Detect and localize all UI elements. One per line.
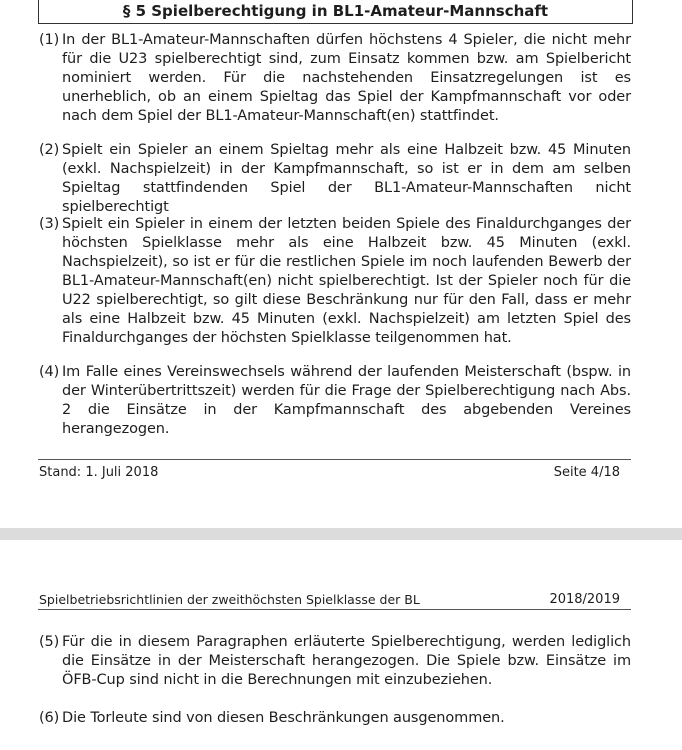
paragraph-2 — [39, 141, 631, 217]
header-document-title: Spielbetriebsrichtlinien der zweithöchsten Spielklasse der BL — [39, 592, 420, 607]
header-season: 2018/2019 — [549, 592, 620, 607]
paragraph-text: Für die in diesem Paragraphen erläuterte Spielberechtigung, werden lediglich die Einsätze in der Meisterschaft herangezogen. Die Spiele bzw. Einsätze im ÖFB-Cup sind nicht in die Berechnungen mit einzubeziehen. — [62, 634, 631, 688]
paragraph-number: (6) — [39, 710, 60, 726]
header-divider — [38, 609, 631, 610]
paragraph-text: In der BL1-Amateur-Mannschaften dürfen höchstens 4 Spieler, die nicht mehr für die U23 spielberechtigt sind, zum Einsatz kommen bzw. am Spielbericht nominiert werden. Für die nachstehenden Einsatzregelungen ist es unerheblich, ob an einem Spieltag das Spiel der Kampfmannschaft vor oder nach dem Spiel der BL1-Amateur-Mannschaft(en) stattfindet. — [62, 32, 631, 124]
paragraph-text: Spielt ein Spieler in einem der letzten beiden Spiele des Finaldurchganges der höchsten Spielklasse mehr als eine Halbzeit bzw. 45 Minuten (exkl. Nachspielzeit), so ist er für die restlichen Spiele im noch laufenden Bewerb der BL1-Amateur-Mannschaft(en) nicht spielberechtigt. Ist der Spieler noch für die U22 spielberechtigt, so gilt diese Beschränkung nur für den Fall, dass er mehr als eine Halbzeit bzw. 45 Minuten (exkl. Nachspielzeit) am letzten Spiel des Finaldurchganges der höchsten Spielklasse teilgenommen hat. — [62, 216, 631, 346]
paragraph-6 — [39, 709, 631, 728]
paragraph-number: (1) — [39, 32, 60, 48]
paragraph-number: (3) — [39, 216, 60, 232]
paragraph-text: Die Torleute sind von diesen Beschränkungen ausgenommen. — [62, 710, 505, 726]
page-break — [0, 528, 682, 540]
paragraph-5 — [39, 633, 631, 690]
document-page-5 — [0, 540, 682, 750]
paragraph-text: Im Falle eines Vereinswechsels während der laufenden Meisterschaft (bspw. in der Winterübertrittszeit) werden für die Frage der Spielberechtigung nach Abs. 2 die Einsätze in der Kampfmannschaft des abgebenden Vereines herangezogen. — [62, 364, 631, 437]
footer-date: Stand: 1. Juli 2018 — [39, 465, 159, 480]
paragraph-text: Spielt ein Spieler an einem Spieltag mehr als eine Halbzeit bzw. 45 Minuten (exkl. Nachspielzeit) in der Kampfmannschaft, so ist er in dem am selben Spieltag stattfindenden Spiel der BL1-Amateur-Mannschaften nicht spielberechtigt — [62, 142, 631, 215]
paragraph-number: (4) — [39, 364, 60, 380]
footer-page-number: Seite 4/18 — [553, 465, 620, 480]
paragraph-1 — [39, 31, 631, 126]
paragraph-number: (5) — [39, 634, 60, 650]
paragraph-number: (2) — [39, 142, 60, 158]
paragraph-4 — [39, 363, 631, 439]
paragraph-3 — [39, 215, 631, 348]
section-title: § 5 Spielberechtigung in BL1-Amateur-Mannschaft — [38, 0, 633, 24]
footer-divider — [38, 459, 631, 460]
